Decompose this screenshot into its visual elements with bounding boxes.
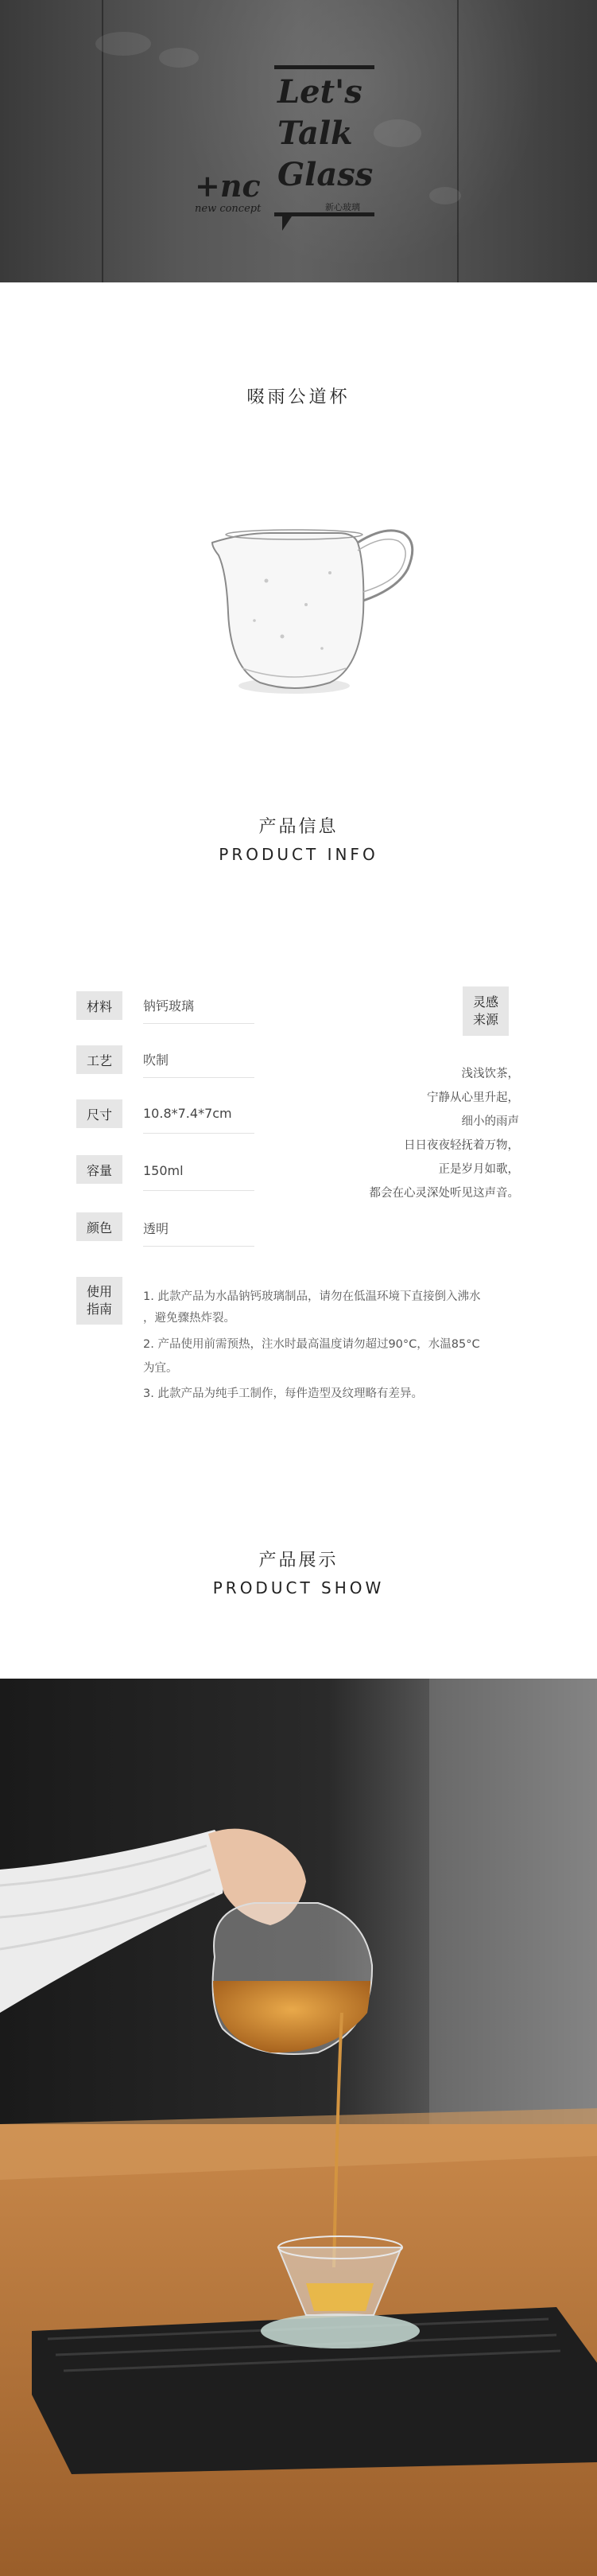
poem-line: 宁静从心里升起， xyxy=(427,1091,519,1104)
usage-label-line-2: 指南 xyxy=(86,1302,112,1317)
poem-line: 都会在心灵深处听见这声音。 xyxy=(369,1187,519,1200)
poem-line: 浅浅饮茶， xyxy=(461,1068,519,1080)
spec-divider xyxy=(143,1246,254,1247)
product-info-title-cn: 产品信息 xyxy=(258,817,339,837)
headline-line-3: Glass xyxy=(277,156,374,193)
pouring-tea-photo xyxy=(0,1679,597,2576)
brand-mark: +nc xyxy=(195,168,261,204)
spec-value-size: 10.8*7.4*7cm xyxy=(143,1106,232,1121)
light-spot xyxy=(374,119,421,147)
product-info-title-en: PRODUCT INFO xyxy=(219,845,378,864)
inspiration-label xyxy=(463,986,509,1036)
spec-value-color: 透明 xyxy=(143,1221,169,1236)
headline-cn: 新心玻璃 xyxy=(325,202,360,212)
spec-label-material: 材料 xyxy=(76,991,122,1020)
light-spot xyxy=(159,48,199,68)
spec-value-process: 吹制 xyxy=(143,1053,169,1068)
spec-divider xyxy=(143,1190,254,1191)
headline-speech-box xyxy=(274,65,378,216)
usage-line: 1. 此款产品为水晶钠钙玻璃制品，请勿在低温环境下直接倒入沸水 xyxy=(143,1290,481,1303)
spec-value-material: 钠钙玻璃 xyxy=(143,998,195,1014)
headline-line-1: Let's xyxy=(277,73,362,111)
light-spot xyxy=(429,187,461,204)
spec-label-size: 尺寸 xyxy=(76,1099,122,1128)
usage-line: 为宜。 xyxy=(143,1362,178,1375)
spec-label-process: 工艺 xyxy=(76,1045,122,1074)
product-title: 啜雨公道杯 xyxy=(246,387,351,407)
usage-line: ，避免骤热炸裂。 xyxy=(143,1312,235,1325)
usage-line: 3. 此款产品为纯手工制作，每件造型及纹理略有差异。 xyxy=(143,1387,423,1400)
spec-divider xyxy=(143,1077,254,1078)
poem-line: 细小的雨声 xyxy=(461,1115,519,1128)
poem-line: 正是岁月如歌， xyxy=(438,1163,519,1176)
inspiration-label-line-2: 来源 xyxy=(472,1012,498,1027)
headline-line-2: Talk xyxy=(277,115,353,152)
spec-value-capacity: 150ml xyxy=(143,1163,184,1178)
poem-line: 日日夜夜轻抚着万物， xyxy=(404,1139,519,1152)
spec-divider xyxy=(143,1133,254,1134)
usage-guide-label-text xyxy=(87,1283,112,1318)
speech-box-top-bar xyxy=(274,65,374,69)
inspiration-label-line-1: 灵感 xyxy=(472,994,498,1010)
speech-box-tail xyxy=(282,216,292,231)
hero-banner xyxy=(0,0,597,282)
usage-line: 2. 产品使用前需预热，注水时最高温度请勿超过90°C，水温85°C xyxy=(143,1338,480,1351)
usage-guide-label xyxy=(76,1277,122,1325)
product-show-title-cn: 产品展示 xyxy=(258,1551,339,1570)
brand-subtitle: new concept xyxy=(195,203,262,215)
usage-label-line-1: 使用 xyxy=(86,1284,112,1299)
spec-label-color: 颜色 xyxy=(76,1212,122,1241)
inspiration-label-text xyxy=(473,994,498,1029)
brand-logo xyxy=(195,168,262,215)
light-spot xyxy=(95,32,151,56)
wall-seam xyxy=(457,0,459,282)
spec-label-capacity: 容量 xyxy=(76,1155,122,1184)
product-show-title-en: PRODUCT SHOW xyxy=(212,1578,385,1597)
pitcher-image xyxy=(195,509,433,708)
spec-divider xyxy=(143,1023,254,1024)
